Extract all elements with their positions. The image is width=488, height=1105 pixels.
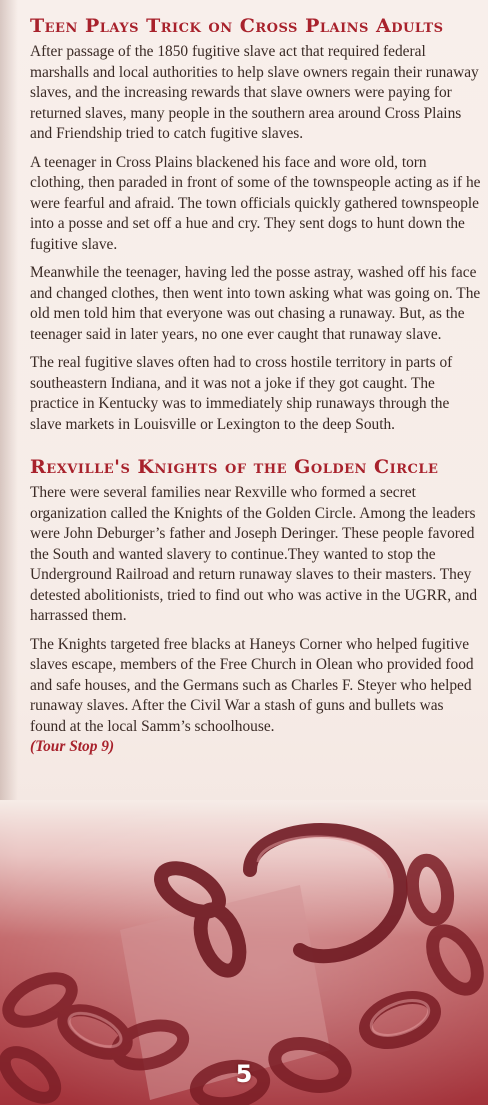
paragraph: After passage of the 1850 fugitive slave act that required federal marshalls and local authorities to help slave owners regain their runaway slaves, and the increasing rewards that slave owners were paying for returned slaves, many people in the southern area around Cross Plains and Friendship tried to catch fugitive slaves. xyxy=(30,43,479,142)
page-number: 5 xyxy=(235,1060,253,1088)
paragraph: A teenager in Cross Plains blackened his face and wore old, torn clothing, then paraded in front of some of the townspeople acting as if he were fearful and afraid. The town officials quickly gathered townspeople into a posse and set off a hue and cry. They sent dogs to hunt down the fugitive slave. xyxy=(30,153,481,253)
article-content xyxy=(30,14,482,766)
tour-stop-link[interactable]: (Tour Stop 9) xyxy=(30,738,115,755)
section-title: Teen Plays Trick on Cross Plains Adults xyxy=(30,15,444,37)
paragraph: Meanwhile the teenager, having led the posse astray, washed off his face and changed clothes, then went into town asking what was going on. The old men told him that everyone was out chasing a runaway. But, as the teenager said in later years, no one ever caught that runaway slave. xyxy=(30,264,481,343)
paragraph-text: The Knights targeted free blacks at Haneys Corner who helped fugitive slaves escape, members of the Free Church in Olean who provided food and safe houses, and the Germans such as Charles F. Steyer who helped runaway slaves. After the Civil War a stash of guns and bullets was found at the local Samm’s schoolhouse. xyxy=(30,635,474,735)
paragraph: The real fugitive slaves often had to cross hostile territory in parts of southeastern Indiana, and it was not a joke if they got caught. The practice in Kentucky was to immediately ship runaways through the slave markets in Louisville or Lexington to the deep South. xyxy=(30,354,453,433)
paragraph xyxy=(30,635,482,758)
section-teen-plays-trick xyxy=(30,14,482,435)
paragraph: There were several families near Rexville who formed a secret organization called the Knights of the Golden Circle. Among the leaders were John Deburger’s father and Joseph Deringer. These people favored the South and wanted slavery to continue.They wanted to stop the Underground Railroad and return runaway slaves to their masters. They detested abolitionists, tried to find out who was active in the UGRR, and harrassed them. xyxy=(30,484,478,624)
section-knights-golden-circle xyxy=(30,455,482,758)
section-title: Rexville's Knights of the Golden Circle xyxy=(30,456,439,478)
